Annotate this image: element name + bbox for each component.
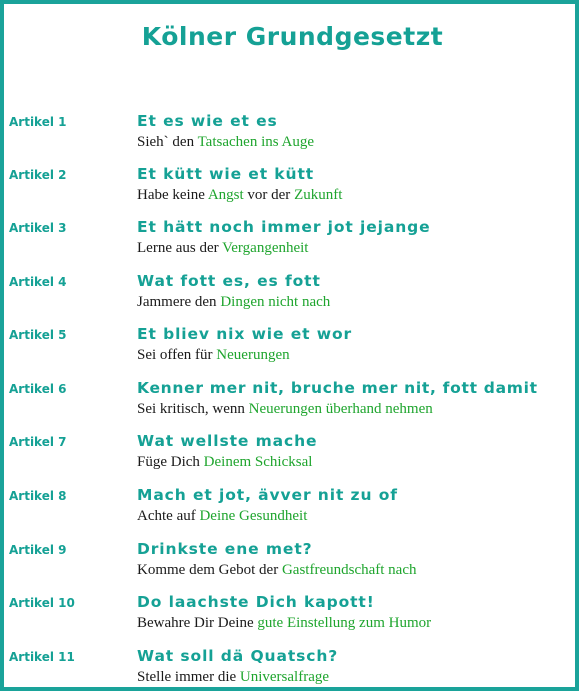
article-number: Artikel 2 xyxy=(9,168,67,182)
article-title: Kenner mer nit, bruche mer nit, fott damit xyxy=(137,379,538,397)
description-segment: Bewahre Dir Deine xyxy=(137,615,258,631)
article-1 xyxy=(4,112,579,158)
article-title: Et kütt wie et kütt xyxy=(137,165,315,183)
description-segment: Einstellung zum Humor xyxy=(286,615,432,631)
article-9 xyxy=(4,540,579,586)
article-11 xyxy=(4,647,579,693)
description-segment: Füge Dich xyxy=(137,454,204,470)
description-segment: Achte auf xyxy=(137,508,200,524)
description-segment: Vergangenheit xyxy=(222,240,309,256)
article-description xyxy=(137,508,307,525)
description-segment: Lerne aus der xyxy=(137,240,223,256)
article-number: Artikel 7 xyxy=(9,435,67,449)
article-title: Wat soll dä Quatsch? xyxy=(137,647,339,665)
article-title: Drinkste ene met? xyxy=(137,540,313,558)
article-description xyxy=(137,187,342,204)
article-title: Et bliev nix wie et wor xyxy=(137,325,353,343)
description-segment: Komme dem Gebot der xyxy=(137,562,282,578)
article-2 xyxy=(4,165,579,211)
article-title: Do laachste Dich kapott! xyxy=(137,593,375,611)
description-segment: Deine xyxy=(199,508,236,524)
page-title: Kölner Grundgesetzt xyxy=(141,22,444,51)
description-segment: Schicksal xyxy=(254,454,313,470)
article-description xyxy=(137,454,312,471)
description-segment: Angst xyxy=(207,187,244,203)
article-number: Artikel 8 xyxy=(9,489,67,503)
description-segment: Deinem xyxy=(203,454,252,470)
description-segment: Jammere den xyxy=(137,294,221,310)
article-description xyxy=(137,347,290,364)
article-3 xyxy=(4,218,579,264)
article-title: Wat fott es, es fott xyxy=(137,272,321,290)
description-segment: Stelle immer die xyxy=(137,669,240,685)
article-5 xyxy=(4,325,579,371)
description-segment: Neuerungen xyxy=(216,347,290,363)
article-description xyxy=(137,562,417,579)
description-segment: Zukunft xyxy=(294,187,343,203)
article-number: Artikel 1 xyxy=(9,115,67,129)
description-segment: Universalfrage xyxy=(239,669,330,685)
article-8 xyxy=(4,486,579,532)
article-4 xyxy=(4,272,579,318)
article-description xyxy=(137,669,329,686)
article-description xyxy=(137,401,433,418)
article-number: Artikel 6 xyxy=(9,382,67,396)
article-title: Wat wellste mache xyxy=(137,432,318,450)
article-title: Et es wie et es xyxy=(137,112,278,130)
description-segment: Habe keine xyxy=(137,187,208,203)
article-number: Artikel 11 xyxy=(9,650,75,664)
description-segment: Dingen nicht nach xyxy=(220,294,331,310)
description-segment: gute xyxy=(257,615,284,631)
article-title: Mach et jot, ävver nit zu of xyxy=(137,486,398,504)
article-title: Et hätt noch immer jot jejange xyxy=(137,218,431,236)
article-number: Artikel 4 xyxy=(9,275,67,289)
description-segment: Gastfreundschaft nach xyxy=(281,562,417,578)
article-description xyxy=(137,240,308,257)
article-description xyxy=(137,615,431,632)
article-6 xyxy=(4,379,579,425)
description-segment: Sieh` den xyxy=(137,134,198,150)
description-segment: Neuerungen überhand nehmen xyxy=(248,401,433,417)
article-7 xyxy=(4,432,579,478)
article-number: Artikel 5 xyxy=(9,328,67,342)
description-segment: Tatsachen ins Auge xyxy=(197,134,314,150)
article-number: Artikel 9 xyxy=(9,543,67,557)
description-segment: Sei offen für xyxy=(137,347,217,363)
description-segment: Sei kritisch, wenn xyxy=(137,401,249,417)
article-number: Artikel 3 xyxy=(9,221,67,235)
description-segment: vor der xyxy=(243,187,295,203)
article-number: Artikel 10 xyxy=(9,596,75,610)
article-description xyxy=(137,294,330,311)
description-segment: Gesundheit xyxy=(239,508,308,524)
article-description xyxy=(137,134,314,151)
article-10 xyxy=(4,593,579,639)
